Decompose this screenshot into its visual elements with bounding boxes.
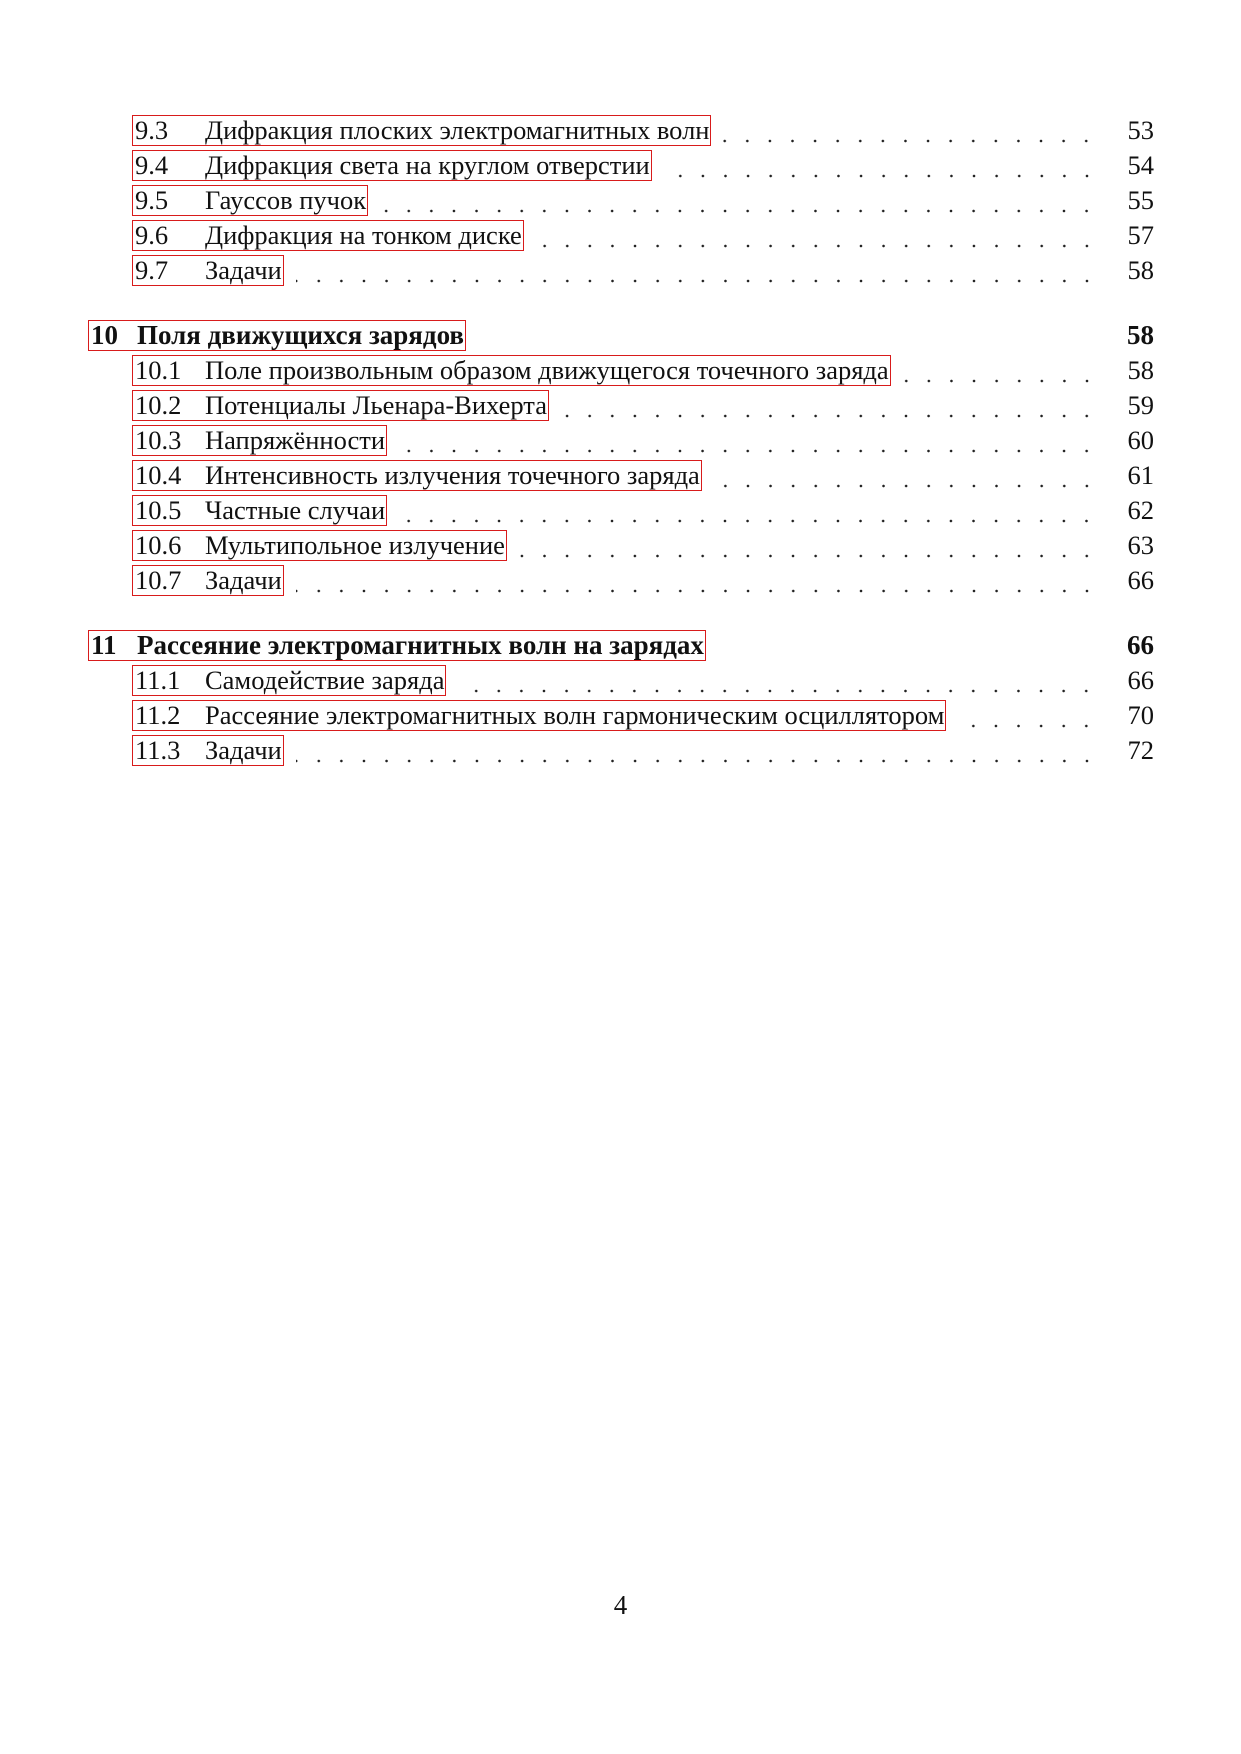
toc-section-link[interactable]	[132, 150, 652, 181]
section-number: 10.5	[135, 495, 182, 525]
dot-leader	[723, 117, 1098, 146]
section-number: 11.1	[135, 665, 181, 695]
section-title: Частные случаи	[205, 495, 386, 525]
toc-chapter-row	[88, 318, 1154, 353]
section-page-number: 55	[1127, 185, 1154, 215]
section-page-number: 58	[1127, 255, 1154, 285]
toc-section-row	[88, 113, 1154, 148]
dot-leader	[536, 222, 1098, 251]
section-title: Задачи	[205, 735, 282, 765]
section-page-number: 58	[1127, 355, 1154, 385]
toc-section-link[interactable]	[132, 735, 284, 766]
section-title: Дифракция плоских электромагнитных волн	[205, 115, 710, 145]
toc-section-link[interactable]	[132, 495, 387, 526]
section-number: 9.6	[135, 220, 169, 250]
toc-section-row	[88, 563, 1154, 598]
dot-leader	[664, 152, 1098, 181]
section-title: Дифракция на тонком диске	[205, 220, 522, 250]
section-gap	[88, 598, 1154, 628]
toc-section-row	[88, 353, 1154, 388]
section-title: Потенциалы Льенара-Вихерта	[205, 390, 547, 420]
toc-section-link[interactable]	[132, 390, 549, 421]
dot-leader	[399, 497, 1098, 526]
section-page-number: 72	[1127, 735, 1154, 765]
section-number: 10.1	[135, 355, 182, 385]
chapter-page-number: 66	[1127, 630, 1154, 660]
chapter-number: 10	[91, 320, 118, 350]
section-title: Гауссов пучок	[205, 185, 367, 215]
toc-section-row	[88, 528, 1154, 563]
section-title: Поле произвольным образом движущегося точечного заряда	[205, 355, 889, 385]
section-number: 11.3	[135, 735, 181, 765]
toc-section-row	[88, 423, 1154, 458]
section-title: Задачи	[205, 255, 282, 285]
toc-chapter-link[interactable]	[88, 630, 706, 661]
toc-section-link[interactable]	[132, 665, 446, 696]
dot-leader	[458, 667, 1098, 696]
section-number: 9.7	[135, 255, 169, 285]
section-number: 10.3	[135, 425, 182, 455]
toc-section-link[interactable]	[132, 460, 702, 491]
section-page-number: 54	[1127, 150, 1154, 180]
dot-leader	[399, 427, 1098, 456]
toc-section-link[interactable]	[132, 255, 284, 286]
section-page-number: 53	[1127, 115, 1154, 145]
toc-section-row	[88, 663, 1154, 698]
section-page-number: 60	[1127, 425, 1154, 455]
toc-section-link[interactable]	[132, 565, 284, 596]
section-number: 9.4	[135, 150, 169, 180]
section-page-number: 66	[1127, 665, 1154, 695]
dot-leader	[714, 462, 1098, 491]
section-title: Рассеяние электромагнитных волн гармоническим осциллятором	[205, 700, 945, 730]
section-gap	[88, 288, 1154, 318]
section-title: Задачи	[205, 565, 282, 595]
dot-leader	[903, 357, 1098, 386]
section-number: 11.2	[135, 700, 181, 730]
table-of-contents	[88, 113, 1154, 768]
dot-leader	[296, 737, 1098, 766]
section-number: 10.7	[135, 565, 182, 595]
toc-section-link[interactable]	[132, 115, 711, 146]
toc-section-link[interactable]	[132, 185, 368, 216]
toc-section-link[interactable]	[132, 425, 387, 456]
chapter-number: 11	[91, 630, 117, 660]
dot-leader	[958, 702, 1098, 731]
toc-section-link[interactable]	[132, 220, 524, 251]
dot-leader	[519, 532, 1098, 561]
dot-leader	[296, 257, 1098, 286]
section-page-number: 66	[1127, 565, 1154, 595]
toc-chapter-row	[88, 628, 1154, 663]
section-page-number: 59	[1127, 390, 1154, 420]
section-page-number: 62	[1127, 495, 1154, 525]
toc-section-row	[88, 253, 1154, 288]
section-number: 10.6	[135, 530, 182, 560]
dot-leader	[296, 567, 1098, 596]
section-title: Интенсивность излучения точечного заряда	[205, 460, 700, 490]
chapter-title: Поля движущихся зарядов	[137, 320, 464, 350]
toc-section-row	[88, 183, 1154, 218]
section-page-number: 63	[1127, 530, 1154, 560]
section-page-number: 57	[1127, 220, 1154, 250]
section-number: 10.2	[135, 390, 182, 420]
toc-section-link[interactable]	[132, 530, 507, 561]
toc-section-row	[88, 458, 1154, 493]
dot-leader	[380, 187, 1098, 216]
section-title: Самодействие заряда	[205, 665, 445, 695]
toc-section-row	[88, 148, 1154, 183]
toc-section-row	[88, 493, 1154, 528]
section-number: 10.4	[135, 460, 182, 490]
toc-chapter-link[interactable]	[88, 320, 466, 351]
section-title: Мультипольное излучение	[205, 530, 505, 560]
dot-leader	[561, 392, 1098, 421]
toc-section-row	[88, 218, 1154, 253]
page-number: 4	[613, 1590, 628, 1620]
section-page-number: 61	[1127, 460, 1154, 490]
section-title: Напряжённости	[205, 425, 386, 455]
toc-section-row	[88, 733, 1154, 768]
toc-section-link[interactable]	[132, 700, 946, 731]
toc-section-row	[88, 698, 1154, 733]
chapter-title: Рассеяние электромагнитных волн на зарядах	[137, 630, 704, 660]
chapter-page-number: 58	[1127, 320, 1154, 350]
toc-section-row	[88, 388, 1154, 423]
section-page-number: 70	[1127, 700, 1154, 730]
section-number: 9.5	[135, 185, 169, 215]
section-number: 9.3	[135, 115, 169, 145]
section-title: Дифракция света на круглом отверстии	[205, 150, 650, 180]
toc-section-link[interactable]	[132, 355, 891, 386]
